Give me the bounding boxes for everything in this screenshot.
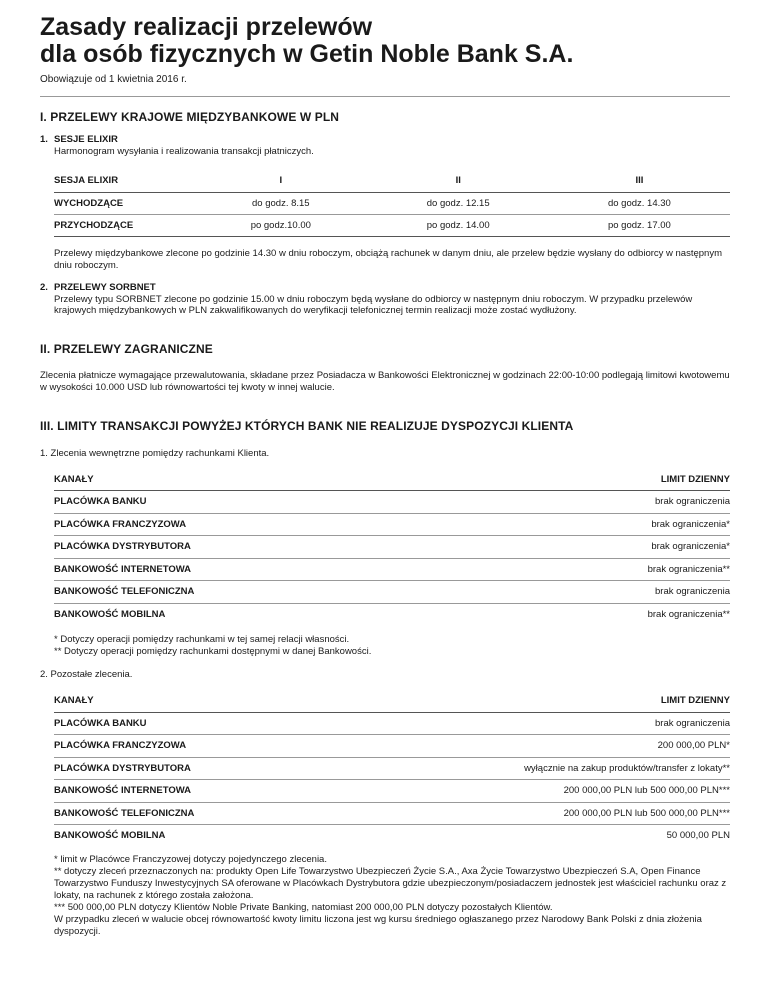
elixir-header-session: SESJA ELIXIR <box>54 169 194 193</box>
limit-value: brak ograniczenia** <box>647 608 730 620</box>
limits-other-intro: 2. Pozostałe zlecenia. <box>40 669 133 680</box>
channel-label: BANKOWOŚĆ TELEFONICZNA <box>54 802 328 825</box>
limit-value: brak ograniczenia* <box>480 513 730 536</box>
limits-internal-table <box>54 469 730 626</box>
elixir-description: Harmonogram wysyłania i realizowania transakcji płatniczych. <box>54 145 314 157</box>
limit-value: brak ograniczenia <box>480 491 730 514</box>
elixir-row-label: WYCHODZĄCE <box>54 193 194 215</box>
table-row <box>54 735 730 758</box>
table-row <box>54 802 730 825</box>
channel-label: PLACÓWKA DYSTRYBUTORA <box>54 757 328 780</box>
sorbnet-title: PRZELEWY SORBNET <box>54 282 156 293</box>
channel-label: PLACÓWKA DYSTRYBUTORA <box>54 536 480 559</box>
section-2-text: Zlecenia płatnicze wymagające przewalutowania, składane przez Posiadacza w Bankowości Elektronicznej w godzinach 22:00-10:00 podlegają limitowi kwotowemu w wysokości 10.000 USD lub równowartości tej kwoty w innej walucie. <box>40 369 730 393</box>
footnote: ** Dotyczy operacji pomiędzy rachunkami dostępnymi w danej Bankowości. <box>54 646 372 657</box>
limits-internal-footnotes <box>54 634 730 658</box>
channel-label: BANKOWOŚĆ MOBILNA <box>54 830 166 842</box>
table-row <box>54 712 730 735</box>
limit-value: 200 000,00 PLN lub 500 000,00 PLN*** <box>328 780 730 803</box>
limit-value: 200 000,00 PLN* <box>328 735 730 758</box>
table-row <box>54 491 730 514</box>
sorbnet-number: 2. <box>40 282 48 293</box>
section-1-heading: I. PRZELEWY KRAJOWE MIĘDZYBANKOWE W PLN <box>40 110 340 124</box>
channel-label: BANKOWOŚĆ INTERNETOWA <box>54 558 480 581</box>
header-daily-limit: LIMIT DZIENNY <box>328 690 730 712</box>
elixir-cell: po godz. 14.00 <box>368 215 549 237</box>
elixir-cell: po godz.10.00 <box>194 215 368 237</box>
limit-value: wyłącznie na zakup produktów/transfer z lokaty** <box>328 757 730 780</box>
title-line-1: Zasady realizacji przelewów <box>40 13 373 41</box>
limit-value: brak ograniczenia** <box>480 558 730 581</box>
sorbnet-description: Przelewy typu SORBNET zlecone po godzinie 15.00 w dniu roboczym będą wysłane do odbiorcy w następnym dniu roboczym. W przypadku przelewów krajowych międzybankowych w PLN zakwalifikowanych do weryfikacji telefonicznej termin realizacji może zostać wydłużony. <box>54 293 693 316</box>
table-row <box>54 536 730 559</box>
elixir-cell: po godz. 17.00 <box>549 215 730 237</box>
limits-internal-header <box>54 469 730 491</box>
table-row <box>54 558 730 581</box>
document-title <box>40 14 730 68</box>
title-divider <box>40 96 730 97</box>
limit-value: brak ograniczenia* <box>480 536 730 559</box>
title-line-2: dla osób fizycznych w Getin Noble Bank S.A. <box>40 40 574 68</box>
limit-value: 50 000,00 PLN <box>666 830 730 842</box>
channel-label: PLACÓWKA BANKU <box>54 491 480 514</box>
limits-internal-intro: 1. Zlecenia wewnętrzne pomiędzy rachunkami Klienta. <box>40 447 270 459</box>
limits-other-header <box>54 690 730 712</box>
limit-value: brak ograniczenia <box>480 581 730 604</box>
section-3-heading: III. LIMITY TRANSAKCJI POWYŻEJ KTÓRYCH BANK NIE REALIZUJE DYSPOZYCJI KLIENTA <box>40 418 574 433</box>
channel-label: PLACÓWKA FRANCZYZOWA <box>54 513 480 536</box>
footnote: * Dotyczy operacji pomiędzy rachunkami w tej samej relacji własności. <box>54 634 350 645</box>
table-row <box>54 603 730 625</box>
header-channels: KANAŁY <box>54 690 328 712</box>
table-row <box>54 757 730 780</box>
elixir-title: SESJE ELIXIR <box>54 134 118 145</box>
document-page <box>40 14 730 938</box>
footnote: *** 500 000,00 PLN dotyczy Klientów Noble Private Banking, natomiast 200 000,00 PLN dotyczy pozostałych Klientów. <box>54 901 553 913</box>
elixir-cell: do godz. 8.15 <box>194 193 368 215</box>
elixir-header-2: II <box>368 169 549 193</box>
section-2-heading: II. PRZELEWY ZAGRANICZNE <box>40 341 213 356</box>
elixir-header-1: I <box>194 169 368 193</box>
footnote: W przypadku zleceń w walucie obcej równowartość kwoty limitu liczona jest wg kursu średniego ogłaszanego przez Narodowy Bank Polski z dnia złożenia dyspozycji. <box>54 913 702 937</box>
table-row <box>54 780 730 803</box>
elixir-subsection <box>40 134 730 157</box>
effective-date: Obowiązuje od 1 kwietnia 2016 r. <box>40 74 187 85</box>
channel-label: PLACÓWKA FRANCZYZOWA <box>54 735 328 758</box>
elixir-table-header <box>54 169 730 193</box>
header-daily-limit: LIMIT DZIENNY <box>480 469 730 491</box>
footnote: * limit w Placówce Franczyzowej dotyczy pojedynczego zlecenia. <box>54 853 327 865</box>
table-row <box>54 215 730 237</box>
footnote: ** dotyczy zleceń przeznaczonych na: produkty Open Life Towarzystwo Ubezpieczeń Życie S.A., Axa Życie Towarzystwo Ubezpieczeń S.A, Open Finance Towarzystwo Funduszy Inwestycyjnych SA oferowane w Placówkach Dystrybutora gdzie ubezpieczonym/posiadaczem jednostek jest właściciel rachunku oraz z lokaty, na rachunek z którego została założona. <box>54 865 727 901</box>
channel-label: BANKOWOŚĆ TELEFONICZNA <box>54 581 480 604</box>
channel-label: BANKOWOŚĆ MOBILNA <box>54 608 166 620</box>
limits-other-footnotes <box>54 854 730 938</box>
sorbnet-subsection <box>40 282 730 317</box>
elixir-number: 1. <box>40 134 48 145</box>
elixir-cell: do godz. 14.30 <box>549 193 730 215</box>
header-channels: KANAŁY <box>54 469 480 491</box>
table-row <box>54 513 730 536</box>
channel-label: PLACÓWKA BANKU <box>54 712 328 735</box>
elixir-table <box>54 169 730 237</box>
limits-other-table <box>54 690 730 847</box>
limit-value: brak ograniczenia <box>328 712 730 735</box>
channel-label: BANKOWOŚĆ INTERNETOWA <box>54 780 328 803</box>
table-row <box>54 581 730 604</box>
elixir-header-3: III <box>549 169 730 193</box>
elixir-cell: do godz. 12.15 <box>368 193 549 215</box>
elixir-note: Przelewy międzybankowe zlecone po godzinie 14.30 w dniu roboczym, obciążą rachunek w danym dniu, ale przelew będzie wysłany do odbiorcy w następnym dniu roboczym. <box>54 248 722 271</box>
table-row <box>54 825 730 847</box>
elixir-row-label: PRZYCHODZĄCE <box>54 215 194 237</box>
limit-value: 200 000,00 PLN lub 500 000,00 PLN*** <box>328 802 730 825</box>
table-row <box>54 193 730 215</box>
